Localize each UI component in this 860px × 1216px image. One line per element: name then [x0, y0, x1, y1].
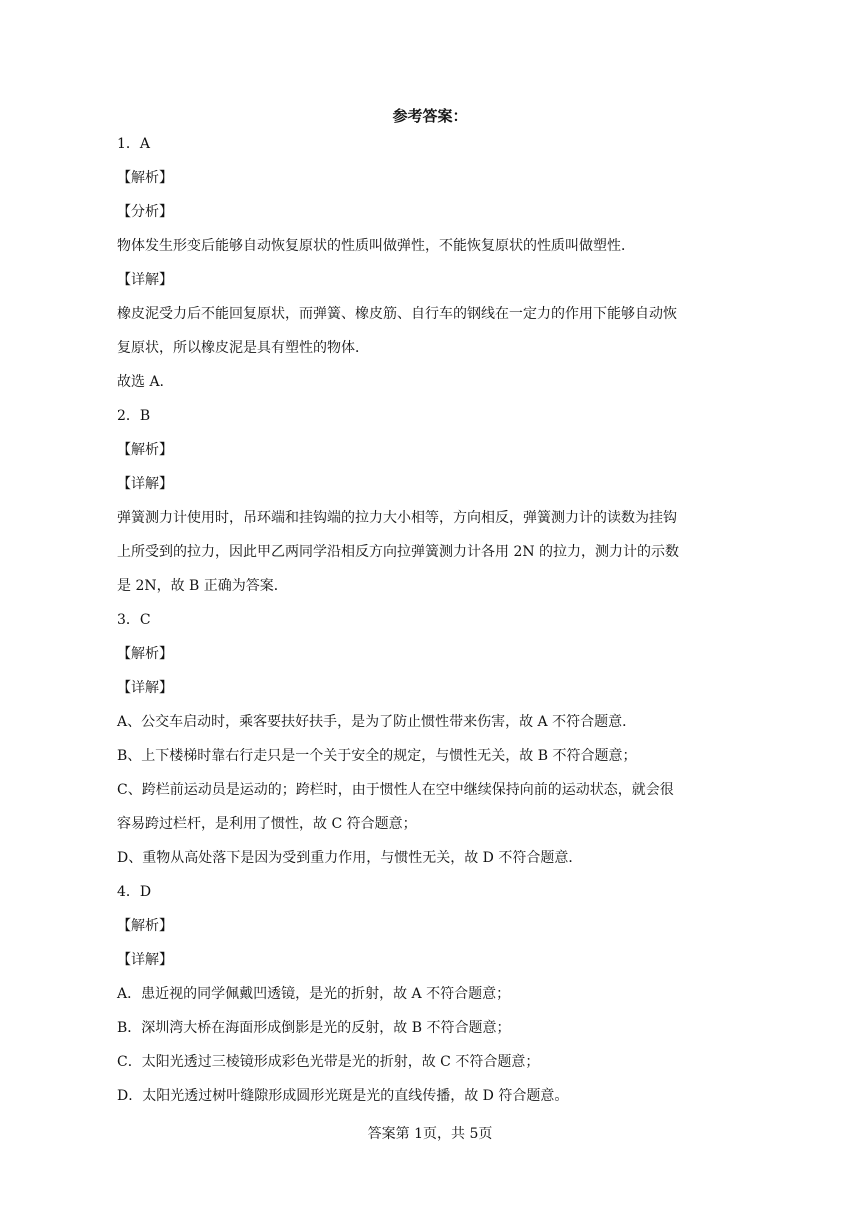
answer-number: 2．B — [117, 408, 151, 424]
page-title: 参考答案： — [392, 107, 468, 125]
text-line: 上所受到的拉力，因此甲乙两同学沿相反方向拉弹簧测力计各用 2N 的拉力，测力计的示数 — [117, 544, 680, 560]
section-label: 【详解】 — [117, 476, 173, 492]
section-label: 【解析】 — [117, 170, 173, 186]
text-line: A．患近视的同学佩戴凹透镜，是光的折射，故 A 不符合题意； — [117, 986, 511, 1002]
section-label: 【解析】 — [117, 442, 173, 458]
section-label: 【详解】 — [117, 272, 173, 288]
text-line: D、重物从高处落下是因为受到重力作用，与惯性无关，故 D 不符合题意． — [117, 850, 583, 866]
text-line: C、跨栏前运动员是运动的；跨栏时，由于惯性人在空中继续保持向前的运动状态，就会很 — [117, 782, 674, 798]
section-label: 【分析】 — [117, 204, 173, 220]
text-line: 复原状，所以橡皮泥是具有塑性的物体． — [117, 340, 369, 356]
answer-number: 4．D — [117, 884, 152, 900]
section-label: 【解析】 — [117, 646, 173, 662]
text-line: A、公交车启动时，乘客要扶好扶手，是为了防止惯性带来伤害，故 A 不符合题意． — [117, 714, 637, 730]
text-line: 故选 A. — [117, 374, 165, 390]
text-line: C．太阳光透过三棱镜形成彩色光带是光的折射，故 C 不符合题意； — [117, 1054, 540, 1070]
section-label: 【解析】 — [117, 918, 173, 934]
text-line: 物体发生形变后能够自动恢复原状的性质叫做弹性，不能恢复原状的性质叫做塑性． — [117, 238, 635, 254]
text-line: B．深圳湾大桥在海面形成倒影是光的反射，故 B 不符合题意； — [117, 1020, 511, 1036]
section-label: 【详解】 — [117, 952, 173, 968]
page-footer: 答案第 1页，共 5页 — [367, 1126, 493, 1142]
answer-content — [117, 133, 737, 1119]
text-line: D．太阳光透过树叶缝隙形成圆形光斑是光的直线传播，故 D 符合题意。 — [117, 1088, 569, 1104]
text-line: 容易跨过栏杆，是利用了惯性，故 C 符合题意； — [117, 816, 417, 832]
text-line: 弹簧测力计使用时，吊环端和挂钩端的拉力大小相等，方向相反，弹簧测力计的读数为挂钩 — [117, 510, 677, 526]
text-line: 是 2N，故 B 正确为答案． — [117, 578, 288, 594]
text-line: B、上下楼梯时靠右行走只是一个关于安全的规定，与惯性无关，故 B 不符合题意； — [117, 748, 637, 764]
answer-number: 1．A — [117, 136, 151, 152]
text-line: 橡皮泥受力后不能回复原状，而弹簧、橡皮筋、自行车的钢线在一定力的作用下能够自动恢 — [117, 306, 677, 322]
answer-number: 3．C — [117, 612, 151, 628]
section-label: 【详解】 — [117, 680, 173, 696]
